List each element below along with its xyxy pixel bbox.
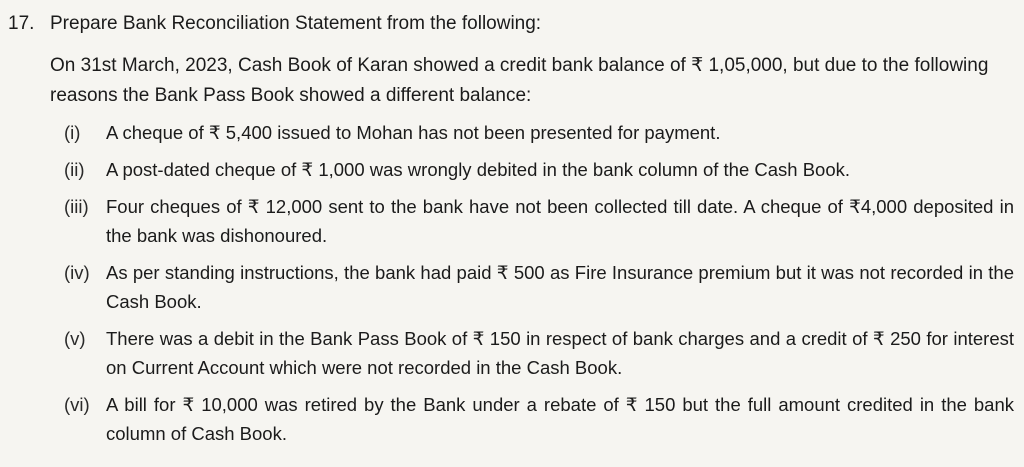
item-number: (iv)	[64, 262, 90, 283]
question-intro: On 31st March, 2023, Cash Book of Karan showed a credit bank balance of ₹ 1,05,000, but due to the following reasons the Bank Pass Book showed a different balance:	[50, 55, 989, 106]
item-number: (vi)	[64, 394, 90, 415]
question-title: Prepare Bank Reconciliation Statement from the following:	[50, 13, 542, 34]
item-text: There was a debit in the Bank Pass Book of ₹ 150 in respect of bank charges and a credit of ₹ 250 for interest on Current Account which were not recorded in the Cash Book.	[106, 328, 1014, 378]
item-number: (ii)	[64, 159, 85, 180]
item-text: Four cheques of ₹ 12,000 sent to the bank have not been collected till date. A cheque of ₹4,000 deposited in the bank was dishonoured.	[106, 196, 1014, 246]
item-number: (i)	[64, 122, 81, 143]
item-text: A post-dated cheque of ₹ 1,000 was wrongly debited in the bank column of the Cash Book.	[106, 159, 851, 180]
question-heading	[8, 10, 541, 38]
list-item-vi	[64, 390, 1014, 448]
item-text: A bill for ₹ 10,000 was retired by the Bank under a rebate of ₹ 150 but the full amount credited in the bank column of Cash Book.	[106, 394, 1014, 444]
list-item-iii	[64, 192, 1014, 250]
list-item-ii	[64, 155, 1014, 184]
item-text: A cheque of ₹ 5,400 issued to Mohan has not been presented for payment.	[106, 122, 721, 143]
item-number: (v)	[64, 328, 86, 349]
item-text: As per standing instructions, the bank had paid ₹ 500 as Fire Insurance premium but it was not recorded in the Cash Book.	[106, 262, 1014, 312]
list-item-i	[64, 118, 1014, 147]
list-item-v	[64, 324, 1014, 382]
item-number: (iii)	[64, 196, 89, 217]
question-number: 17.	[8, 13, 35, 34]
item-list	[64, 118, 1014, 456]
list-item-iv	[64, 258, 1014, 316]
